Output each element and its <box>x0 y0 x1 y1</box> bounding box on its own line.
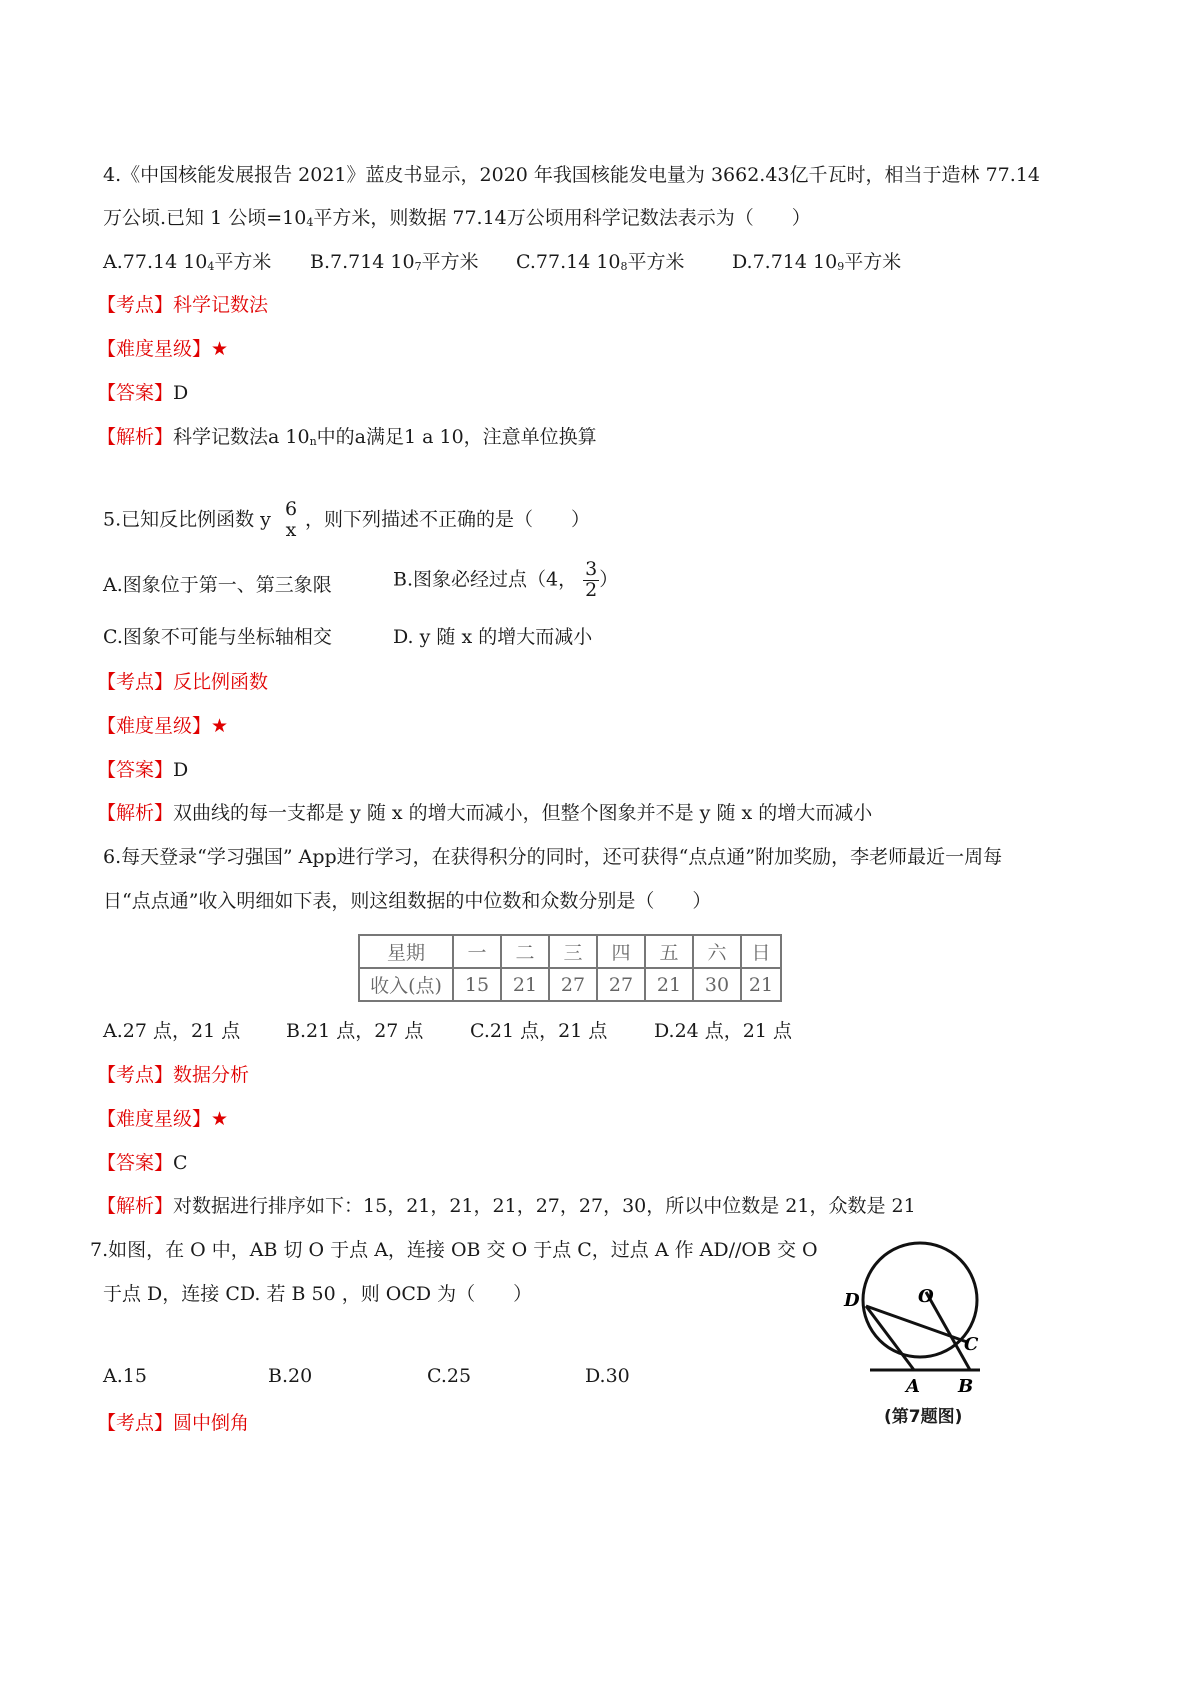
q4-kaodian: 【考点】科学记数法 <box>97 294 269 316</box>
q7-option-c: C.25 <box>427 1365 472 1387</box>
q4-jiexi: 【解析】科学记数法a 10n中的a满足1 a 10，注意单位换算 <box>97 426 597 448</box>
table-cell: 五 <box>645 935 693 968</box>
table-cell: 30 <box>693 968 741 1001</box>
table-cell: 二 <box>501 935 549 968</box>
q6-option-a: A.27 点，21 点 <box>103 1020 241 1042</box>
table-cell: 日 <box>741 935 781 968</box>
label-d: D <box>844 1290 860 1311</box>
q7-figure-caption: (第7题图) <box>884 1407 963 1427</box>
star-icon: ★ <box>211 715 229 737</box>
table-cell: 21 <box>645 968 693 1001</box>
label-a: A <box>906 1376 920 1397</box>
q5-option-b: B.图象必经过点（4， $\frac{3}{2}$ ） <box>393 558 619 601</box>
q6-kaodian: 【考点】数据分析 <box>97 1064 250 1086</box>
q6-option-c: C.21 点，21 点 <box>470 1020 608 1042</box>
table-cell: 27 <box>597 968 645 1001</box>
q6-option-d: D.24 点，21 点 <box>654 1020 793 1042</box>
q7-option-b: B.20 <box>268 1365 313 1387</box>
q6-nandu: 【难度星级】★ <box>97 1108 229 1130</box>
table-cell: 21 <box>501 968 549 1001</box>
table-cell: 三 <box>549 935 597 968</box>
q4-option-a: A.77.14 104平方米 <box>103 251 272 273</box>
label-b: B <box>958 1376 974 1397</box>
q7-stem-line1: 7.如图，在 O 中，AB 切 O 于点 A，连接 OB 交 O 于点 C，过点 A 作 AD//OB 交 O <box>90 1239 818 1261</box>
table-cell: 21 <box>741 968 781 1001</box>
q4-stem-line2 <box>103 203 811 230</box>
q6-daan: 【答案】C <box>97 1152 188 1174</box>
table-cell: 收入(点) <box>359 968 453 1001</box>
q4-stem-line2-b: 平方米，则数据 77.14万公顷用科学记数法表示为（ ） <box>313 207 811 229</box>
q6-option-b: B.21 点，27 点 <box>286 1020 424 1042</box>
q5-kaodian: 【考点】反比例函数 <box>97 671 269 693</box>
q7-kaodian: 【考点】圆中倒角 <box>97 1412 250 1434</box>
q4-option-b: B.7.714 107平方米 <box>310 251 479 273</box>
table-row <box>359 968 781 1001</box>
q4-option-c: C.77.14 108平方米 <box>516 251 685 273</box>
q5-fraction: 6 x <box>284 498 298 541</box>
q5-option-d: D. y 随 x 的增大而减小 <box>393 626 593 648</box>
star-icon: ★ <box>211 1108 229 1130</box>
q5-option-c: C.图象不可能与坐标轴相交 <box>103 626 332 648</box>
q6-stem-line2: 日“点点通”收入明细如下表，则这组数据的中位数和众数分别是（ ） <box>103 890 712 912</box>
q4-nandu: 【难度星级】★ <box>97 338 229 360</box>
label-o: O <box>918 1286 934 1307</box>
q6-jiexi: 【解析】对数据进行排序如下：15，21，21，21，27，27，30，所以中位数是 21，众数是 21 <box>97 1195 916 1217</box>
q4-daan: 【答案】D <box>97 382 189 404</box>
table-cell: 星期 <box>359 935 453 968</box>
table-cell: 六 <box>693 935 741 968</box>
q5-option-a: A.图象位于第一、第三象限 <box>103 574 332 596</box>
table-cell: 一 <box>453 935 501 968</box>
q5-stem: 5.已知反比例函数 y 6 x ，则下列描述不正确的是（ ） <box>103 498 591 541</box>
table-cell: 15 <box>453 968 501 1001</box>
q6-stem-line1: 6.每天登录“学习强国” App进行学习，在获得积分的同时，还可获得“点点通”附加奖励，李老师最近一周每 <box>103 846 1003 868</box>
star-icon: ★ <box>211 338 229 360</box>
label-c: C <box>964 1334 979 1355</box>
q5-jiexi: 【解析】双曲线的每一支都是 y 随 x 的增大而减小，但整个图象并不是 y 随 x 的增大而减小 <box>97 802 873 824</box>
table-cell: 27 <box>549 968 597 1001</box>
q5-option-b-fraction: $\frac{3}{2}$ <box>585 558 598 601</box>
q5-daan: 【答案】D <box>97 759 189 781</box>
q7-stem-line2: 于点 D，连接 CD. 若 B 50 ，则 OCD 为（ ） <box>103 1283 533 1305</box>
q4-stem-line2-a: 万公顷.已知 1 公顷=10 <box>103 207 307 229</box>
table-header-row <box>359 935 781 968</box>
q7-option-a: A.15 <box>103 1365 147 1387</box>
table-cell: 四 <box>597 935 645 968</box>
q4-option-d: D.7.714 109平方米 <box>732 251 902 273</box>
q5-nandu: 【难度星级】★ <box>97 715 229 737</box>
q4-stem-line1: 4.《中国核能发展报告 2021》蓝皮书显示，2020 年我国核能发电量为 3662.43亿千瓦时，相当于造林 77.14 <box>103 164 1040 186</box>
q7-option-d: D.30 <box>585 1365 630 1387</box>
q4-stem-exponent: 4 <box>306 216 314 229</box>
q6-income-table <box>358 934 782 1002</box>
